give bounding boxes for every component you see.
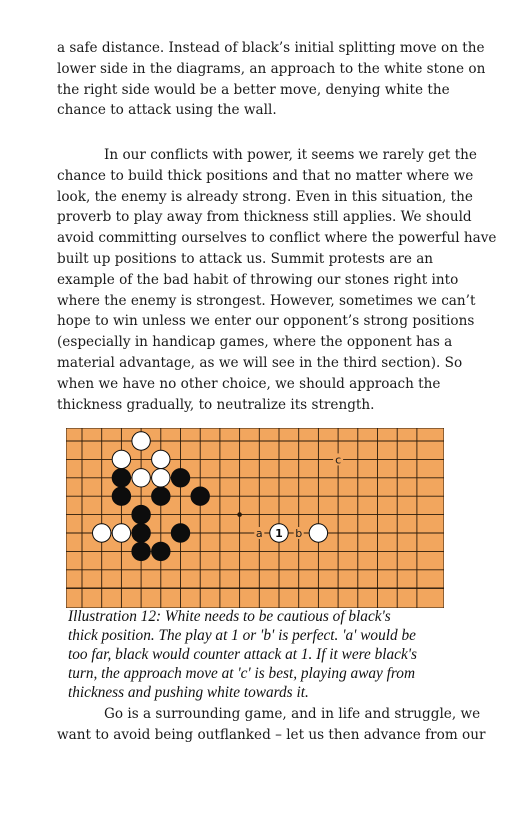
text-line: (especially in handicap games, where the opponent has a bbox=[57, 334, 453, 351]
white-stone bbox=[132, 432, 150, 450]
text-line: hope to win unless we enter our opponent’s strong positions bbox=[57, 313, 475, 330]
white-stone bbox=[93, 524, 111, 542]
white-stone bbox=[152, 469, 170, 487]
figure-caption bbox=[68, 607, 468, 702]
text-line: look, the enemy is already strong. Even in this situation, the bbox=[57, 188, 473, 205]
caption-line: Illustration 12: White needs to be cautious of black's bbox=[68, 608, 391, 625]
white-stone bbox=[132, 469, 150, 487]
text-line: example of the bad habit of throwing our stones right into bbox=[57, 271, 459, 288]
text-line: want to avoid being outflanked – let us then advance from our bbox=[57, 726, 486, 743]
point-label: b bbox=[295, 527, 303, 540]
text-line: lower side in the diagrams, an approach to the white stone on bbox=[57, 60, 486, 77]
black-stone bbox=[171, 469, 189, 487]
caption-line: turn, the approach move at 'c' is best, playing away from bbox=[68, 665, 415, 682]
text-line: chance to attack using the wall. bbox=[57, 102, 277, 119]
black-stone bbox=[132, 524, 150, 542]
move-number-label: 1 bbox=[275, 527, 283, 540]
text-line: the right side would be a better move, denying white the bbox=[57, 81, 450, 98]
black-stone bbox=[112, 469, 130, 487]
text-line: In our conflicts with power, it seems we rarely get the bbox=[104, 147, 477, 163]
white-stone bbox=[112, 524, 130, 542]
black-stone bbox=[171, 524, 189, 542]
paragraph-3 bbox=[57, 704, 486, 746]
text-line: a safe distance. Instead of black’s initial splitting move on the bbox=[57, 40, 485, 56]
caption-line: too far, black would counter attack at 1. If it were black's bbox=[68, 646, 417, 663]
caption-line: thickness and pushing white towards it. bbox=[68, 684, 309, 701]
black-stone bbox=[191, 487, 209, 505]
text-line: where the enemy is strongest. However, sometimes we can’t bbox=[57, 292, 476, 309]
paragraph-2 bbox=[57, 145, 497, 415]
text-line: chance to build thick positions and that no matter where we bbox=[57, 167, 474, 184]
go-diagram bbox=[66, 428, 444, 608]
white-stone bbox=[112, 450, 130, 468]
text-line: material advantage, as we will see in the third section). So bbox=[57, 354, 463, 371]
black-stone bbox=[112, 487, 130, 505]
text-line: built up positions to attack us. Summit protests are an bbox=[57, 250, 434, 267]
black-stone bbox=[132, 505, 150, 523]
black-stone bbox=[152, 487, 170, 505]
point-label: a bbox=[255, 527, 263, 540]
text-line: when we have no other choice, we should approach the bbox=[57, 375, 441, 392]
text-line: proverb to play away from thickness still applies. We should bbox=[57, 209, 472, 226]
hoshi-point bbox=[237, 512, 242, 517]
text-line: Go is a surrounding game, and in life and struggle, we bbox=[104, 706, 481, 722]
caption-line: thick position. The play at 1 or 'b' is perfect. 'a' would be bbox=[68, 627, 416, 644]
text-line: avoid committing ourselves to conflict where the powerful have bbox=[57, 230, 497, 247]
paragraph-1 bbox=[57, 38, 486, 121]
white-stone bbox=[152, 450, 170, 468]
white-stone bbox=[309, 524, 327, 542]
black-stone bbox=[152, 542, 170, 560]
text-line: thickness gradually, to neutralize its strength. bbox=[57, 396, 375, 413]
black-stone bbox=[132, 542, 150, 560]
point-label: c bbox=[335, 453, 342, 467]
